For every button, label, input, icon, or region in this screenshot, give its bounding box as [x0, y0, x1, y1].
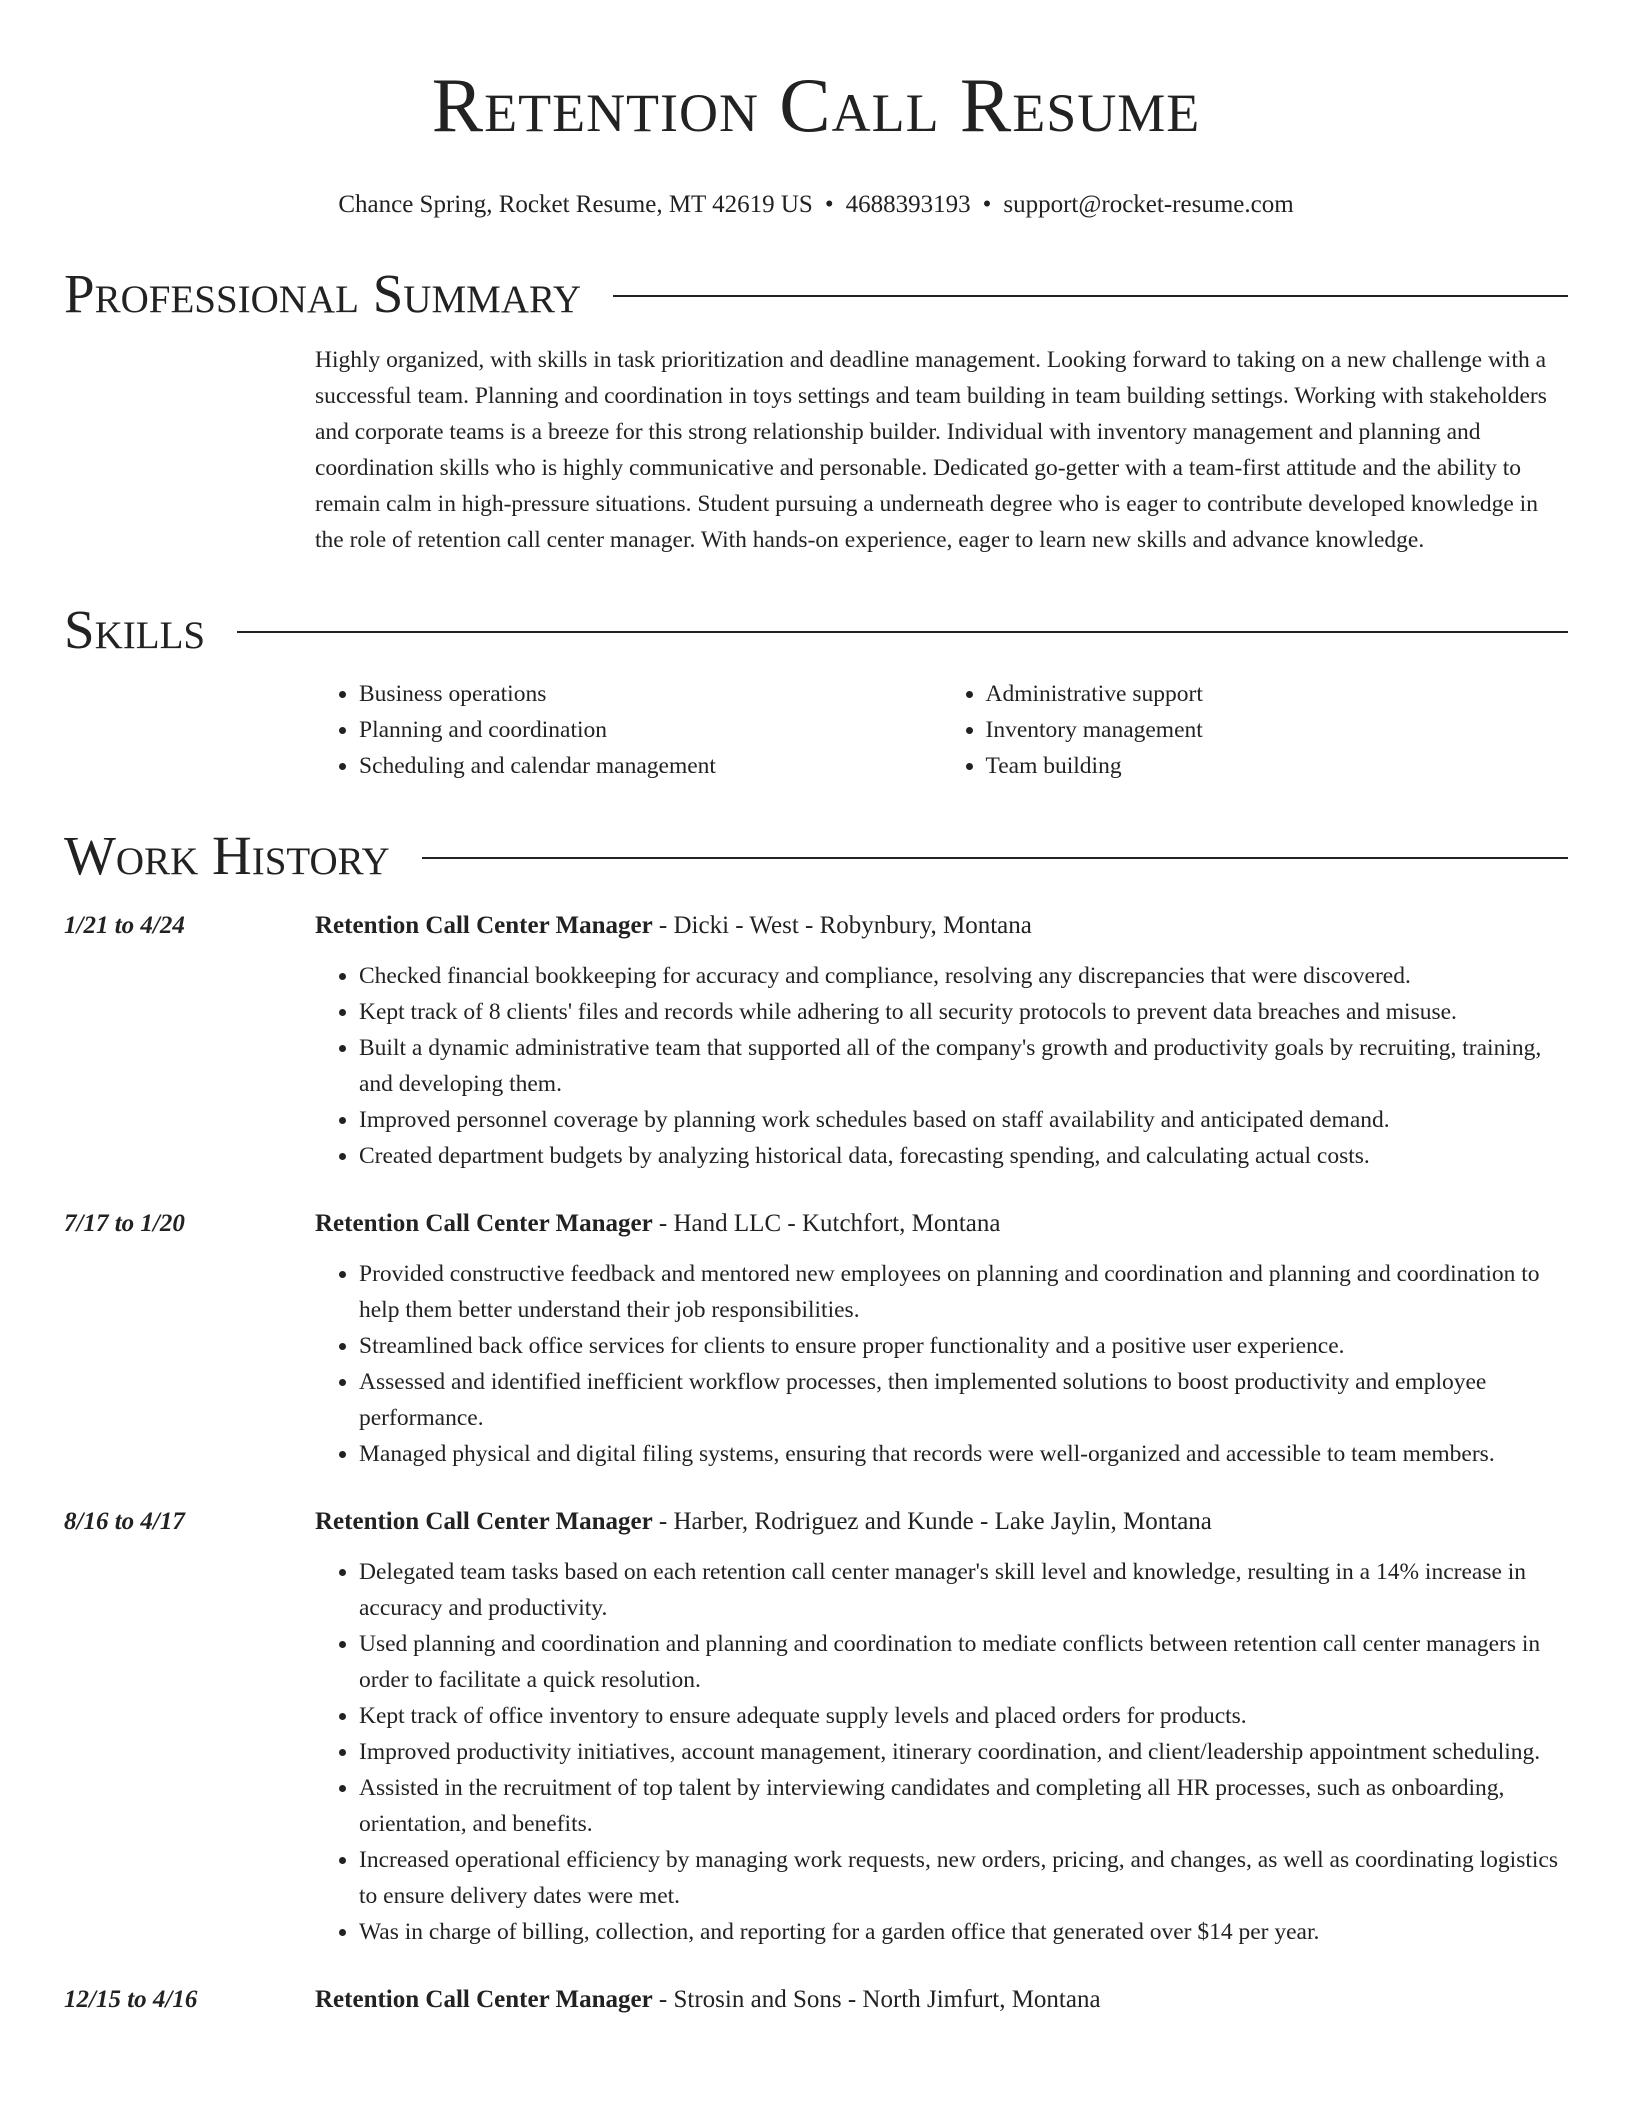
job-dates: 7/17 to 1/20: [64, 1210, 185, 1237]
work-section-header: [64, 824, 1568, 888]
job-bullet: • Kept track of office inventory to ensure adequate supply levels and placed orders for products.: [359, 1698, 1568, 1734]
skill-item: • Business operations: [359, 676, 942, 712]
job-entry: [64, 1982, 1568, 2018]
job-role: Retention Call Center Manager: [315, 1210, 653, 1237]
job-role: Retention Call Center Manager: [315, 1508, 653, 1535]
job-bullet: • Used planning and coordination and planning and coordination to mediate conflicts between retention call center managers in order to facilitate a quick resolution.: [359, 1626, 1568, 1698]
job-bullet: • Assisted in the recruitment of top talent by interviewing candidates and completing all HR processes, such as onboarding, orientation, and benefits.: [359, 1770, 1568, 1842]
job-bullet: • Assessed and identified inefficient workflow processes, then implemented solutions to boost productivity and employee performance.: [359, 1364, 1568, 1436]
contact-line: [64, 188, 1568, 222]
skill-item: • Planning and coordination: [359, 712, 942, 748]
job-entry: [64, 1504, 1568, 1950]
job-bullet: • Created department budgets by analyzing historical data, forecasting spending, and calculating actual costs.: [359, 1138, 1568, 1174]
job-bullet: • Built a dynamic administrative team that supported all of the company's growth and productivity goals by recruiting, training, and developing them.: [359, 1030, 1568, 1102]
job-bullet: • Provided constructive feedback and mentored new employees on planning and coordination and planning and coordination to help them better understand their job responsibilities.: [359, 1256, 1568, 1328]
job-dates: 1/21 to 4/24: [64, 912, 185, 939]
section-divider: [237, 631, 1568, 633]
job-title-line: [315, 1504, 1212, 1540]
contact-email: support@rocket-resume.com: [1003, 191, 1294, 218]
job-bullet: • Delegated team tasks based on each retention call center manager's skill level and knowledge, resulting in a 14% increase in accuracy and productivity.: [359, 1554, 1568, 1626]
skills-list: [315, 676, 1568, 784]
job-role: Retention Call Center Manager: [315, 1986, 653, 2013]
summary-text: Highly organized, with skills in task prioritization and deadline management. Looking forward to taking on a new challenge with a successful team. Planning and coordination in toys settings and team building in team building settings. Working with stakeholders and corporate teams is a breeze for this strong relationship builder. Individual with inventory management and planning and coordination skills who is highly communicative and personable. Dedicated go-getter with a team-first attitude and the ability to remain calm in high-pressure situations. Student pursuing a underneath degree who is eager to contribute developed knowledge in the role of retention call center manager. With hands-on experience, eager to learn new skills and advance knowledge.: [315, 347, 1547, 553]
skills-section-header: [64, 598, 1568, 662]
job-title-line: [315, 1982, 1101, 2018]
skill-item: • Inventory management: [986, 712, 1569, 748]
contact-address: Chance Spring, Rocket Resume, MT 42619 US: [338, 191, 813, 218]
job-title-line: [315, 1206, 1001, 1242]
job-header: [64, 1504, 1568, 1540]
contact-separator: •: [824, 191, 834, 218]
job-dates: 8/16 to 4/17: [64, 1508, 185, 1535]
job-header: [64, 1982, 1568, 2018]
section-divider: [613, 295, 1568, 297]
skills-column-right: [942, 676, 1569, 784]
job-entry: [64, 1206, 1568, 1472]
job-bullet: • Kept track of 8 clients' files and records while adhering to all security protocols to prevent data breaches and misuse.: [359, 994, 1568, 1030]
job-role: Retention Call Center Manager: [315, 912, 653, 939]
skills-heading: Skills: [64, 599, 206, 660]
summary-section-header: [64, 262, 1568, 326]
job-employer: - Hand LLC - Kutchfort, Montana: [652, 1210, 1001, 1237]
contact-phone: 4688393193: [845, 191, 971, 218]
job-employer: - Dicki - West - Robynbury, Montana: [652, 912, 1032, 939]
job-bullets: [315, 1554, 1568, 1950]
job-entry: [64, 908, 1568, 1174]
work-heading: Work History: [64, 825, 390, 886]
section-divider: [422, 857, 1568, 859]
contact-separator: •: [982, 191, 992, 218]
job-header: [64, 908, 1568, 944]
job-bullet: • Increased operational efficiency by managing work requests, new orders, pricing, and changes, as well as coordinating logistics to ensure delivery dates were met.: [359, 1842, 1568, 1914]
job-bullet: • Checked financial bookkeeping for accuracy and compliance, resolving any discrepancies that were discovered.: [359, 958, 1568, 994]
resume-page: [64, 0, 1568, 2018]
job-employer: - Strosin and Sons - North Jimfurt, Montana: [652, 1986, 1101, 2013]
job-employer: - Harber, Rodriguez and Kunde - Lake Jaylin, Montana: [652, 1508, 1212, 1535]
job-bullet: • Improved productivity initiatives, account management, itinerary coordination, and client/leadership appointment scheduling.: [359, 1734, 1568, 1770]
skills-column-left: [315, 676, 942, 784]
job-bullets: [315, 958, 1568, 1174]
skill-item: • Administrative support: [986, 676, 1569, 712]
summary-heading: Professional Summary: [64, 263, 582, 324]
job-dates: 12/15 to 4/16: [64, 1986, 198, 2013]
job-bullet: • Managed physical and digital filing systems, ensuring that records were well-organized and accessible to team members.: [359, 1436, 1568, 1472]
resume-title: Retention Call Resume: [431, 62, 1201, 148]
job-bullets: [315, 1256, 1568, 1472]
skill-item: • Scheduling and calendar management: [359, 748, 942, 784]
job-title-line: [315, 908, 1032, 944]
skill-item: • Team building: [986, 748, 1569, 784]
job-header: [64, 1206, 1568, 1242]
job-bullet: • Was in charge of billing, collection, and reporting for a garden office that generated over $14 per year.: [359, 1914, 1568, 1950]
job-bullet: • Streamlined back office services for clients to ensure proper functionality and a positive user experience.: [359, 1328, 1568, 1364]
job-bullet: • Improved personnel coverage by planning work schedules based on staff availability and anticipated demand.: [359, 1102, 1568, 1138]
